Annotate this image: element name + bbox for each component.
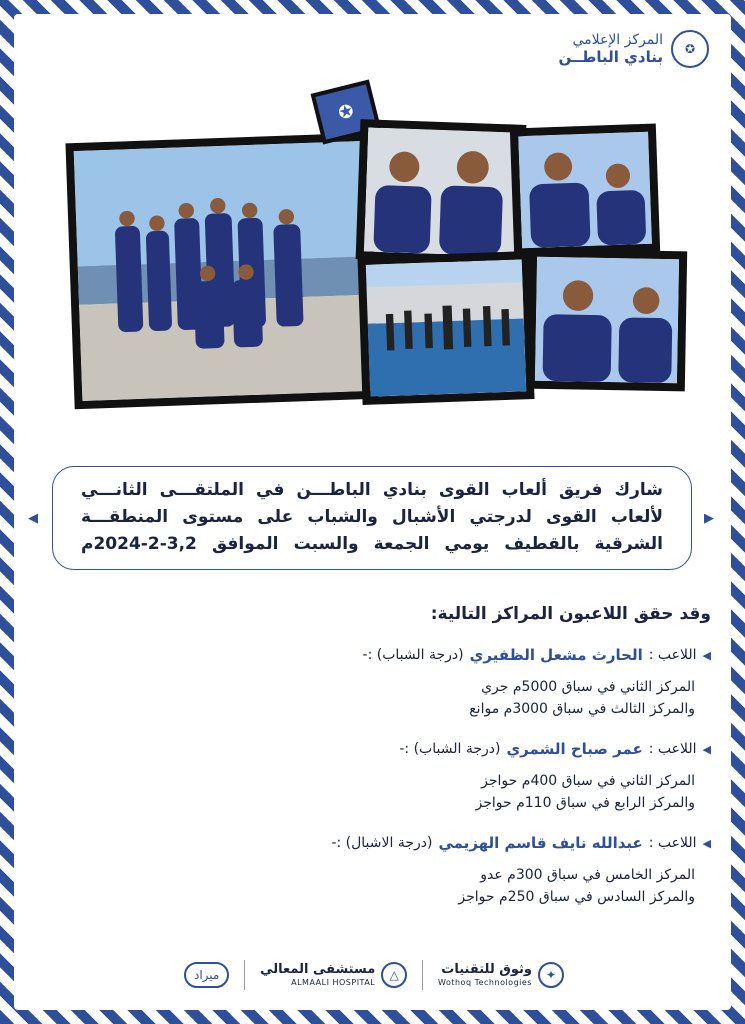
- sponsor-ar: مستشفى المعالي: [260, 961, 376, 977]
- banner-left-arrow-icon: ◀: [28, 511, 38, 526]
- rank-line: المركز الخامس في سباق 300م عدو: [480, 867, 695, 883]
- rank-line: والمركز الرابع في سباق 110م حواجز: [475, 795, 695, 811]
- player-name: الحارث مشعل الظفيري: [469, 646, 643, 664]
- player-category: (درجة الشباب) :-: [362, 647, 464, 663]
- player-name: عبدالله نايف قاسم الهزيمي: [438, 834, 643, 852]
- club-seal-icon: ✪: [671, 30, 709, 68]
- banner-line-3: الشرقية بالقطيف يومي الجمعة والسبت الموافق 3,2-2-2024م: [81, 534, 663, 554]
- player-category: (درجة الشباب) :-: [399, 741, 501, 757]
- club-logo: [559, 30, 709, 68]
- sponsor-en: ALMAALI HOSPITAL: [291, 977, 376, 987]
- announcement-banner: [52, 466, 692, 570]
- player-entry: [71, 834, 711, 908]
- sponsor-wothoq: [438, 962, 564, 988]
- bullet-arrow-icon: ◀: [702, 836, 711, 850]
- logo-line-2: بنادي الباطــن: [558, 48, 663, 67]
- player-category: (درجة الاشبال) :-: [331, 835, 433, 851]
- sponsor-almaali: [260, 962, 407, 988]
- player-prefix: اللاعب :: [648, 835, 697, 851]
- divider: [422, 960, 423, 990]
- player-prefix: اللاعب :: [648, 647, 697, 663]
- divider: [244, 960, 245, 990]
- banner-line-1: شارك فريق ألعاب القوى بنادي الباطـــن في الملتقـــى الثانـــي: [81, 480, 663, 500]
- hospital-logo-icon: △: [381, 962, 407, 988]
- results-heading: وقد حقق اللاعبون المراكز التالية:: [430, 604, 711, 624]
- bullet-arrow-icon: ◀: [702, 648, 711, 662]
- coach-photo-3: [527, 249, 687, 392]
- sponsor-ar: وثوق للتقنيات: [441, 961, 532, 977]
- results-section: [71, 604, 711, 928]
- sponsor-mirad: [184, 962, 229, 988]
- player-entry: [71, 740, 711, 814]
- player-prefix: اللاعب :: [648, 741, 697, 757]
- logo-line-1: المركز الإعلامي: [572, 31, 663, 48]
- bullet-arrow-icon: ◀: [702, 742, 711, 756]
- sponsor-ar: ميراد: [194, 968, 220, 982]
- rank-line: المركز الثاني في سباق 5000م جري: [481, 679, 695, 695]
- coach-photo-1: [356, 119, 527, 265]
- coach-photo-2: [510, 123, 660, 256]
- mirad-logo-icon: [184, 962, 229, 988]
- poster-card: [14, 14, 731, 1010]
- sponsor-en: Wothoq Technologies: [438, 977, 532, 987]
- banner-right-arrow-icon: ▶: [704, 511, 714, 526]
- player-entry: [71, 646, 711, 720]
- rank-line: المركز الثاني في سباق 400م حواجز: [481, 773, 695, 789]
- race-photo: [357, 251, 534, 405]
- team-group-photo: [65, 133, 378, 409]
- sponsor-bar: [184, 949, 564, 1001]
- club-badge-icon: ✪: [311, 80, 382, 145]
- player-name: عمر صباح الشمري: [506, 740, 643, 758]
- wothoq-logo-icon: ✦: [538, 962, 564, 988]
- rank-line: والمركز السادس في سباق 250م حواجز: [458, 889, 695, 905]
- banner-line-2: لألعاب القوى لدرجتي الأشبال والشباب على مستوى المنطقـــة: [81, 507, 663, 527]
- rank-line: والمركز الثالث في سباق 3000م موانع: [469, 701, 695, 717]
